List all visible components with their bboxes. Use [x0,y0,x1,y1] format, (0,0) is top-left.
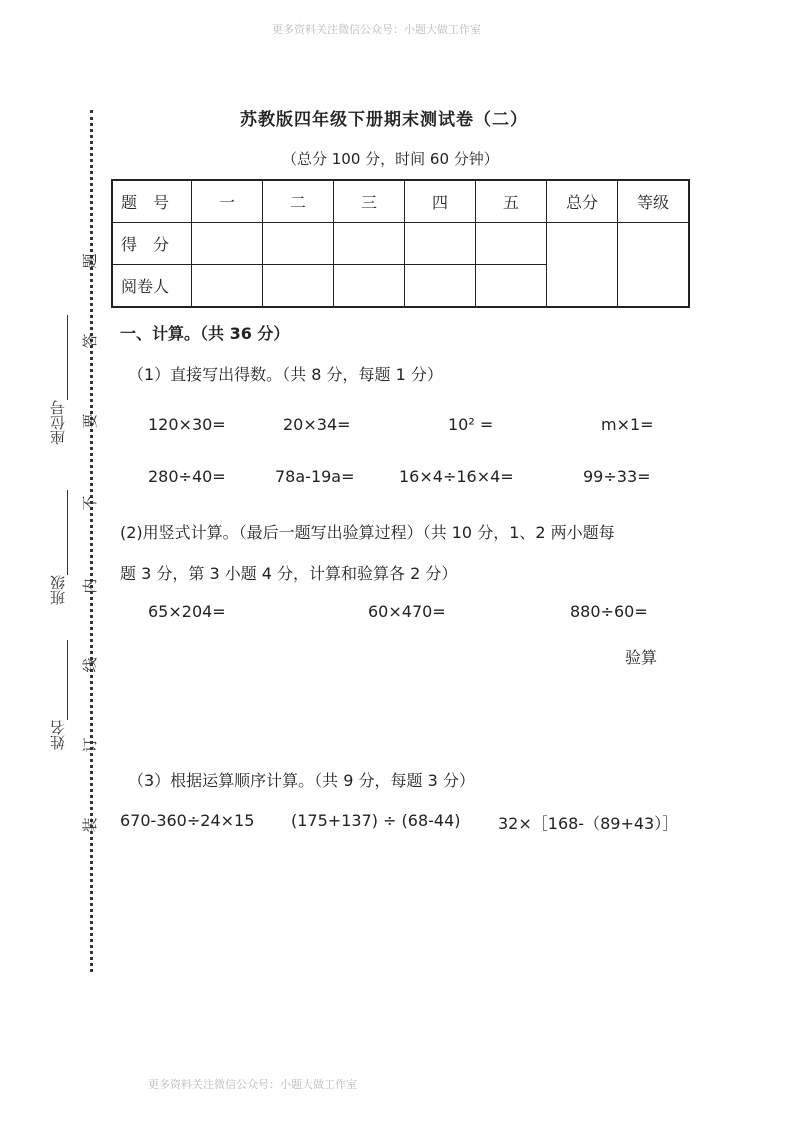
table-column-header: 二 [263,180,334,223]
part3-heading: （3）根据运算顺序计算。（共 9 分，每题 3 分） [128,771,475,790]
table-cell [192,223,263,265]
table-cell [263,223,334,265]
order-calc-problem: (175+137) ÷ (68-44) [291,811,461,830]
margin-warning-char: 要 [81,413,99,429]
table-cell [476,223,547,265]
table-cell-total [547,223,618,308]
table-cell [405,265,476,308]
table-row-header: 阅卷人 [112,265,192,308]
oral-problem: 78a-19a= [275,467,355,486]
table-row-header: 得 分 [112,223,192,265]
table-cell [192,265,263,308]
oral-problem: 20×34= [283,415,351,434]
table-row [112,223,689,265]
name-fill-line [67,640,68,720]
margin-warning-char: 题 [81,253,99,269]
table-column-header: 三 [334,180,405,223]
class-fill-line [67,490,68,575]
oral-problem: 10² = [448,415,494,434]
exam-subtitle: （总分 100 分，时间 60 分钟） [282,150,499,168]
watermark-bottom: 更多资料关注微信公众号：小题大做工作室 [148,1078,357,1091]
table-cell [334,265,405,308]
table-column-header: 总分 [547,180,618,223]
table-column-header: 五 [476,180,547,223]
oral-problem: 120×30= [148,415,226,434]
exam-title: 苏教版四年级下册期末测试卷（二） [240,110,528,130]
part1-heading: （1）直接写出得数。（共 8 分，每题 1 分） [128,365,443,384]
oral-problem: 16×4÷16×4= [399,467,514,486]
part2-heading-line1: (2)用竖式计算。（最后一题写出验算过程）（共 10 分，1、2 两小题每 [120,523,615,542]
order-calc-problem: 670-360÷24×15 [120,811,255,830]
table-column-header: 四 [405,180,476,223]
order-calc-problem: 32×［168-（89+43）］ [498,814,679,833]
table-cell [476,265,547,308]
table-column-header: 一 [192,180,263,223]
seat-number-fill-line [67,315,68,400]
margin-warning-char: 答 [81,333,99,349]
margin-warning-char: 线 [81,657,99,673]
watermark-top: 更多资料关注微信公众号：小题大做工作室 [272,23,481,36]
table-column-header: 等级 [618,180,690,223]
vertical-calc-problem: 65×204= [148,602,226,621]
table-row [112,180,689,223]
check-label: 验算 [625,648,658,667]
class-label: 班级 [49,575,67,605]
oral-problem: 99÷33= [583,467,651,486]
seat-number-label: 座位号 [49,400,67,445]
table-row-header: 题 号 [112,180,192,223]
margin-warning-char: 不 [81,495,99,511]
vertical-calc-problem: 60×470= [368,602,446,621]
name-label: 姓名 [49,720,67,750]
table-cell [263,265,334,308]
oral-problem: m×1= [601,415,654,434]
margin-warning-char: 装 [81,817,99,833]
margin-warning-char: 订 [81,737,99,753]
section-heading: 一、计算。（共 36 分） [120,324,290,343]
oral-problem: 280÷40= [148,467,226,486]
binding-dotted-line [90,110,93,972]
table-cell-grade [618,223,690,308]
table-cell [405,223,476,265]
margin-warning-char: 内 [81,578,99,594]
table-cell [334,223,405,265]
part2-heading-line2: 题 3 分，第 3 小题 4 分，计算和验算各 2 分） [120,564,458,583]
vertical-calc-problem: 880÷60= [570,602,648,621]
score-table [111,179,690,308]
